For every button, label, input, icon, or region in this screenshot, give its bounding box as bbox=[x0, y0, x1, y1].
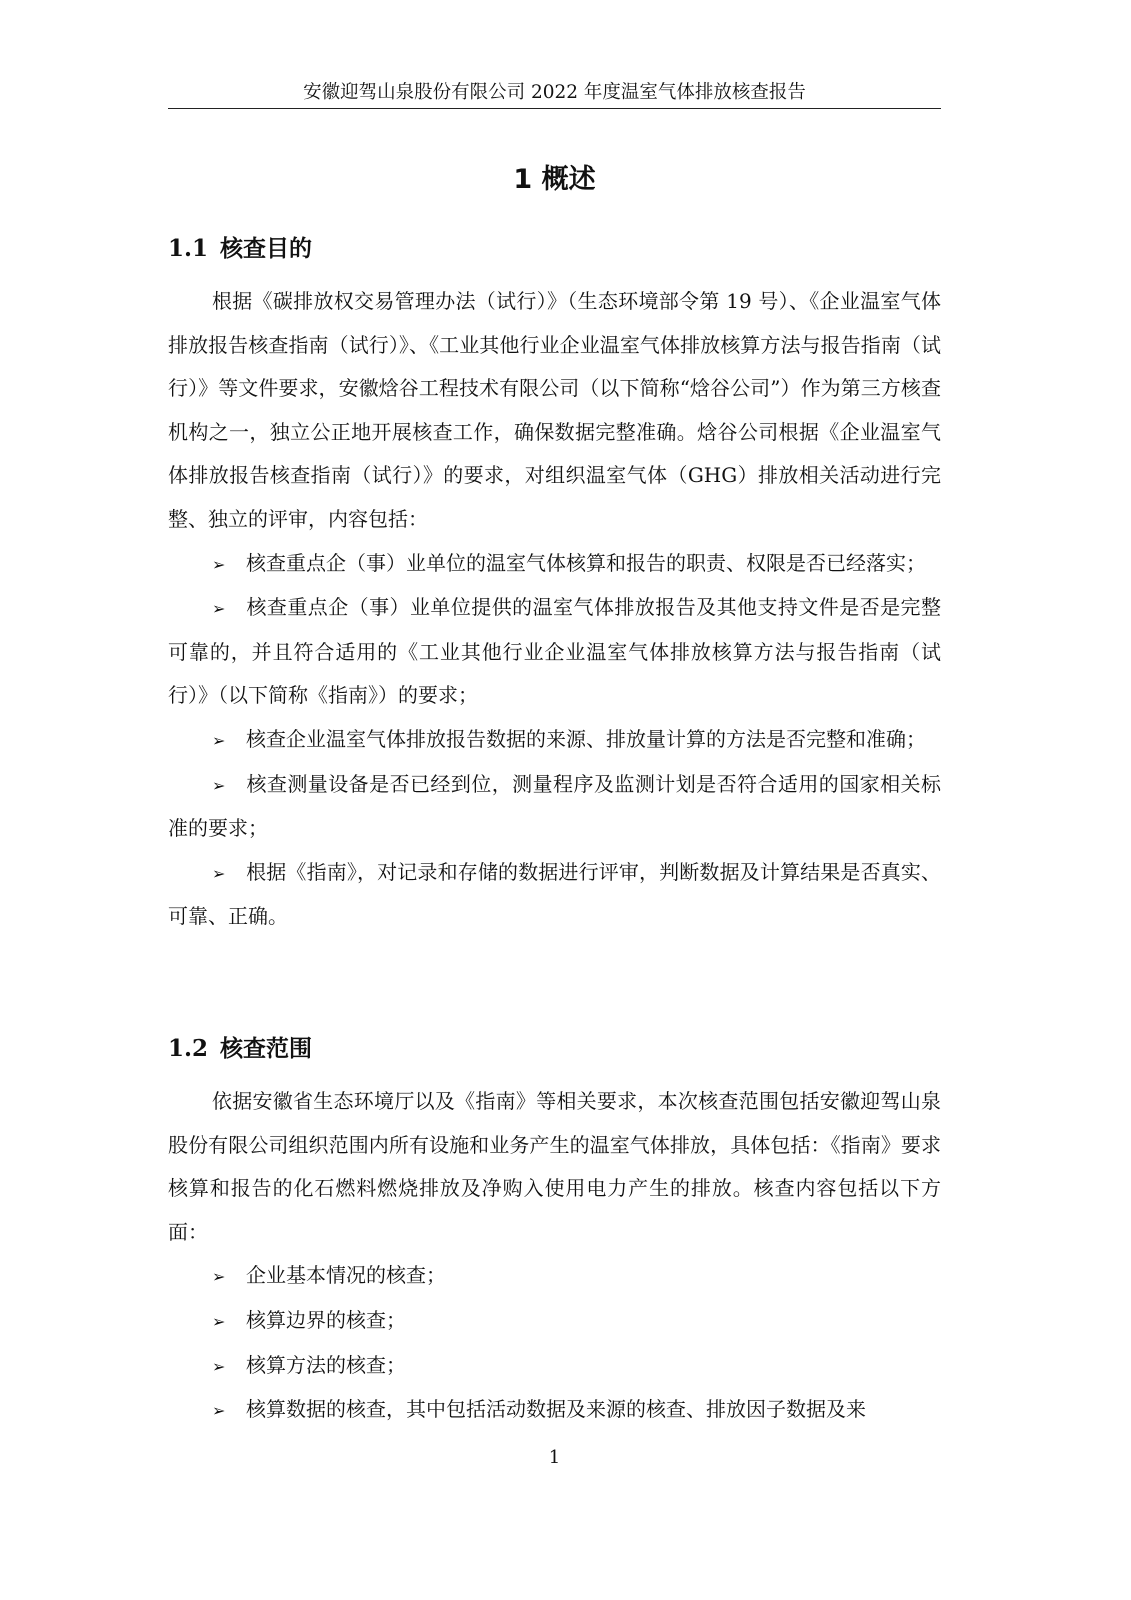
arrow-bullet-icon: ➢ bbox=[212, 1356, 226, 1376]
section-number: 1.2 bbox=[168, 1035, 209, 1062]
arrow-bullet-icon: ➢ bbox=[212, 1401, 226, 1421]
arrow-bullet-icon: ➢ bbox=[212, 1267, 226, 1287]
list-item-text: 核查企业温室气体排放报告数据的来源、排放量计算的方法是否完整和准确； bbox=[246, 726, 926, 751]
list-item-text: 核查测量设备是否已经到位，测量程序及监测计划是否符合适用的国家相关标准的要求； bbox=[168, 771, 941, 841]
list-item bbox=[168, 763, 941, 851]
section-title-1-2 bbox=[168, 1032, 312, 1066]
section-heading: 核查范围 bbox=[220, 1036, 313, 1062]
arrow-bullet-icon: ➢ bbox=[212, 775, 226, 795]
section-1-2-body bbox=[168, 1080, 941, 1433]
list-item bbox=[168, 718, 941, 763]
list-item bbox=[168, 586, 941, 718]
list-item-text: 核查重点企（事）业单位提供的温室气体排放报告及其他支持文件是否是完整可靠的，并且符合适用的《工业其他行业企业温室气体排放核算方法与报告指南（试行）》（以下简称《指南》）的要求； bbox=[168, 595, 941, 708]
list-item bbox=[168, 1388, 941, 1433]
section-number: 1.1 bbox=[168, 235, 209, 262]
arrow-bullet-icon: ➢ bbox=[212, 599, 226, 619]
list-item bbox=[168, 1254, 941, 1299]
section-intro-paragraph: 根据《碳排放权交易管理办法（试行）》（生态环境部令第 19 号）、《企业温室气体排放报告核查指南（试行）》、《工业其他行业企业温室气体排放核算方法与报告指南（试行）》等文件要求，安徽焓谷工程技术有限公司（以下简称“焓谷公司”）作为第三方核查机构之一，独立公正地开展核查工作，确保数据完整准确。焓谷公司根据《企业温室气体排放报告核查指南（试行）》的要求，对组织温室气体（GHG）排放相关活动进行完整、独立的评审，内容包括： bbox=[168, 289, 941, 531]
section-heading: 核查目的 bbox=[220, 236, 313, 262]
section-intro-paragraph: 依据安徽省生态环境厅以及《指南》等相关要求，本次核查范围包括安徽迎驾山泉股份有限公司组织范围内所有设施和业务产生的温室气体排放，具体包括：《指南》要求核算和报告的化石燃料燃烧排放及净购入使用电力产生的排放。核查内容包括以下方面： bbox=[168, 1089, 941, 1244]
page-number: 1 bbox=[548, 1447, 561, 1468]
list-item-text: 核算方法的核查； bbox=[246, 1352, 406, 1377]
list-item bbox=[168, 1299, 941, 1344]
section-title-1-1 bbox=[168, 232, 312, 266]
list-item-text: 核算数据的核查，其中包括活动数据及来源的核查、排放因子数据及来 bbox=[246, 1397, 866, 1422]
list-item-text: 核查重点企（事）业单位的温室气体核算和报告的职责、权限是否已经落实； bbox=[246, 550, 926, 575]
list-item bbox=[168, 542, 941, 587]
chapter-title: 1 概述 bbox=[513, 164, 596, 195]
page-header: 安徽迎驾山泉股份有限公司 2022 年度温室气体排放核查报告 bbox=[168, 80, 941, 109]
arrow-bullet-icon: ➢ bbox=[212, 863, 226, 883]
arrow-bullet-icon: ➢ bbox=[212, 554, 226, 574]
arrow-bullet-icon: ➢ bbox=[212, 1311, 226, 1331]
section-1-1-body bbox=[168, 280, 941, 939]
list-item bbox=[168, 851, 941, 939]
list-item-text: 根据《指南》，对记录和存储的数据进行评审，判断数据及计算结果是否真实、可靠、正确。 bbox=[168, 859, 941, 929]
list-item-text: 企业基本情况的核查； bbox=[246, 1263, 446, 1288]
list-item bbox=[168, 1344, 941, 1389]
list-item-text: 核算边界的核查； bbox=[246, 1307, 406, 1332]
arrow-bullet-icon: ➢ bbox=[212, 730, 226, 750]
